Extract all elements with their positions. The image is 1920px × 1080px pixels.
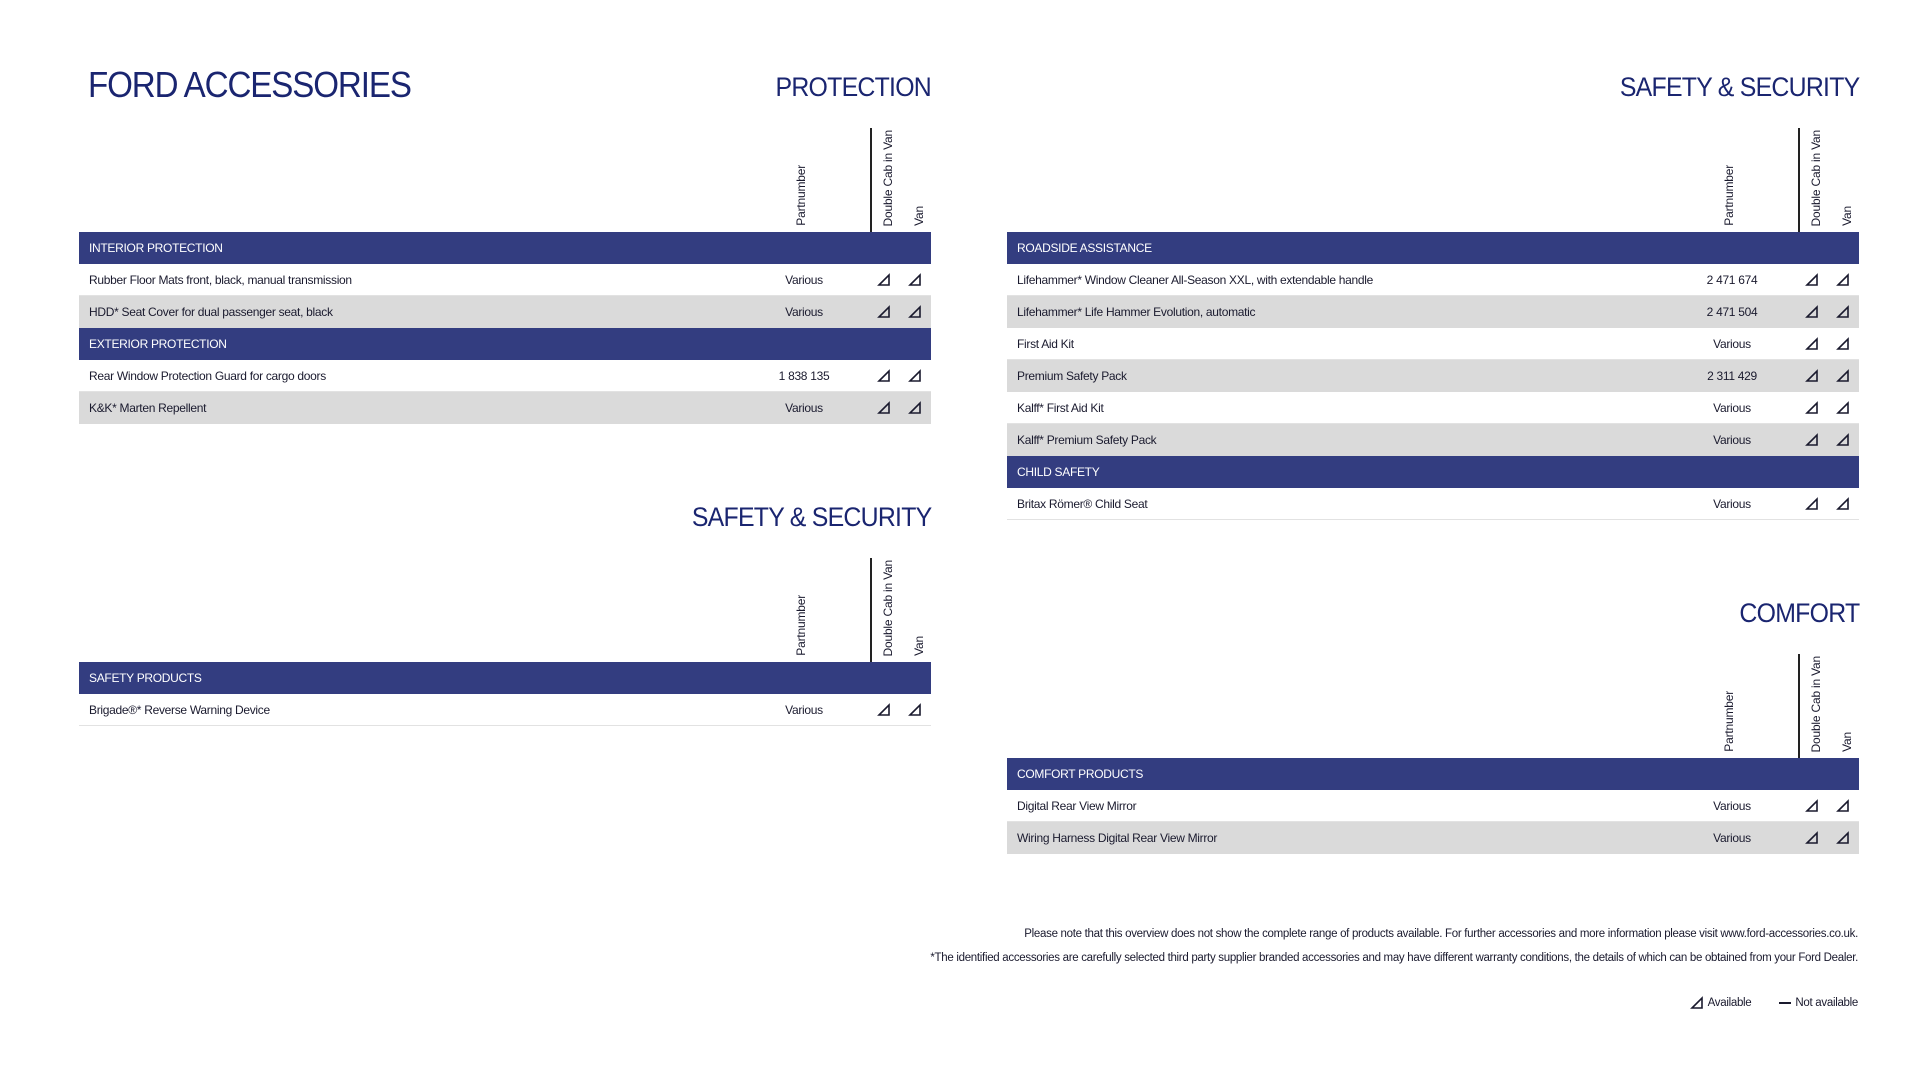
available-check-icon [1805,337,1819,351]
available-check-icon [877,401,891,415]
category-header [79,662,931,694]
col-partnumber: Partnumber [1722,691,1736,752]
category-header-label: INTERIOR PROTECTION [89,241,223,255]
legend [1690,996,1858,1010]
legend-available-label: Available [1707,997,1752,1009]
table-row [1007,488,1859,520]
table-row [1007,822,1859,854]
accessory-name: HDD* Seat Cover for dual passenger seat, black [89,305,333,319]
table-row [1007,790,1859,822]
col-double-cab-in-van: Double Cab in Van [881,129,895,226]
part-number: Various [785,272,823,287]
available-check-icon [1836,337,1850,351]
available-check-icon [908,369,922,383]
accessory-name: Kalff* Premium Safety Pack [1017,433,1157,447]
column-divider [1798,654,1800,758]
available-check-icon [1836,831,1850,845]
part-number: Various [1713,400,1751,415]
part-number: 1 838 135 [778,368,830,383]
col-van: Van [912,206,926,226]
accessory-name: First Aid Kit [1017,336,1074,351]
not-available-dash-icon [1779,1002,1791,1004]
category-header-label: COMFORT PRODUCTS [1017,767,1144,781]
col-van: Van [912,636,926,656]
available-check-icon [877,369,891,383]
available-check-icon [908,401,922,415]
table-row [79,296,931,328]
section-title: SAFETY & SECURITY [691,502,931,532]
footnote-third-party: *The identified accessories are carefully selected third party supplier branded accessories and may have different warranty conditions, the details of which can be obtained from your Ford Dealer. [930,952,1858,964]
available-check-icon [1836,401,1850,415]
available-check-icon [908,273,922,287]
col-double-cab-in-van: Double Cab in Van [881,559,895,656]
accessory-table [79,662,931,726]
part-number: Various [785,702,823,717]
available-check-icon [877,273,891,287]
table-row [1007,328,1859,360]
footnote-range: Please note that this overview does not show the complete range of products available. For further accessories and more information please visit www.ford-accessories.co.uk. [1024,928,1858,940]
accessory-table [1007,758,1859,854]
part-number: Various [785,305,823,319]
available-check-icon [1836,497,1850,511]
accessory-name: Kalff* First Aid Kit [1017,400,1104,415]
part-number: Various [1713,336,1751,351]
available-check-icon [1805,497,1819,511]
column-divider [870,558,872,662]
legend-available [1690,996,1752,1010]
category-header [1007,758,1859,790]
available-check-icon [1805,799,1819,813]
accessory-name: Premium Safety Pack [1017,369,1127,383]
section-title: COMFORT [1739,598,1859,628]
col-partnumber: Partnumber [794,595,808,656]
available-check-icon [1836,273,1850,287]
part-number: Various [785,401,823,415]
table-row [79,264,931,296]
col-partnumber: Partnumber [794,165,808,226]
available-check-icon [1690,996,1704,1010]
col-double-cab-in-van: Double Cab in Van [1809,655,1823,752]
part-number: 2 471 504 [1706,305,1758,319]
column-headers [79,128,931,232]
category-header [1007,456,1859,488]
accessory-name: Lifehammer* Window Cleaner All-Season XXL, with extendable handle [1017,272,1374,287]
column-headers [1007,128,1859,232]
category-header [79,328,931,360]
available-check-icon [1805,369,1819,383]
column-headers [79,558,931,662]
part-number: 2 311 429 [1707,369,1757,383]
accessory-name: Digital Rear View Mirror [1017,798,1137,813]
available-check-icon [1836,433,1850,447]
col-double-cab-in-van: Double Cab in Van [1809,129,1823,226]
table-row [1007,392,1859,424]
part-number: Various [1713,798,1751,813]
column-divider [1798,128,1800,232]
accessory-name: Britax Römer® Child Seat [1017,496,1148,511]
table-row [1007,424,1859,456]
legend-not-available [1779,997,1858,1009]
accessory-name: K&K* Marten Repellent [89,401,207,415]
part-number: 2 471 674 [1706,272,1758,287]
available-check-icon [1805,401,1819,415]
col-van: Van [1840,206,1854,226]
accessory-name: Rubber Floor Mats front, black, manual transmission [89,272,352,287]
table-row [1007,264,1859,296]
category-header-label: SAFETY PRODUCTS [89,671,202,685]
available-check-icon [1805,831,1819,845]
available-check-icon [1805,433,1819,447]
col-partnumber: Partnumber [1722,165,1736,226]
available-check-icon [877,703,891,717]
footnotes [898,925,1858,973]
category-header-label: ROADSIDE ASSISTANCE [1017,241,1152,255]
available-check-icon [908,703,922,717]
available-check-icon [1836,799,1850,813]
page-title: FORD ACCESSORIES [88,64,411,105]
accessory-name: Rear Window Protection Guard for cargo doors [89,368,326,383]
available-check-icon [1836,305,1850,319]
section-title: PROTECTION [775,72,931,102]
part-number: Various [1713,496,1751,511]
category-header [1007,232,1859,264]
available-check-icon [1805,273,1819,287]
available-check-icon [1805,305,1819,319]
available-check-icon [908,305,922,319]
column-divider [870,128,872,232]
category-header-label: EXTERIOR PROTECTION [89,337,227,351]
part-number: Various [1713,831,1751,845]
accessory-name: Brigade®* Reverse Warning Device [89,702,270,717]
accessory-table [1007,232,1859,520]
accessory-table [79,232,931,424]
section-title: SAFETY & SECURITY [1619,72,1859,102]
table-row [79,694,931,726]
table-row [79,392,931,424]
category-header-label: CHILD SAFETY [1017,465,1100,479]
part-number: Various [1713,433,1751,447]
table-row [1007,360,1859,392]
col-van: Van [1840,732,1854,752]
available-check-icon [1836,369,1850,383]
legend-not-available-label: Not available [1795,997,1858,1009]
column-headers [1007,654,1859,758]
available-check-icon [877,305,891,319]
accessory-name: Lifehammer* Life Hammer Evolution, automatic [1017,305,1256,319]
accessory-name: Wiring Harness Digital Rear View Mirror [1017,831,1218,845]
table-row [1007,296,1859,328]
table-row [79,360,931,392]
category-header [79,232,931,264]
